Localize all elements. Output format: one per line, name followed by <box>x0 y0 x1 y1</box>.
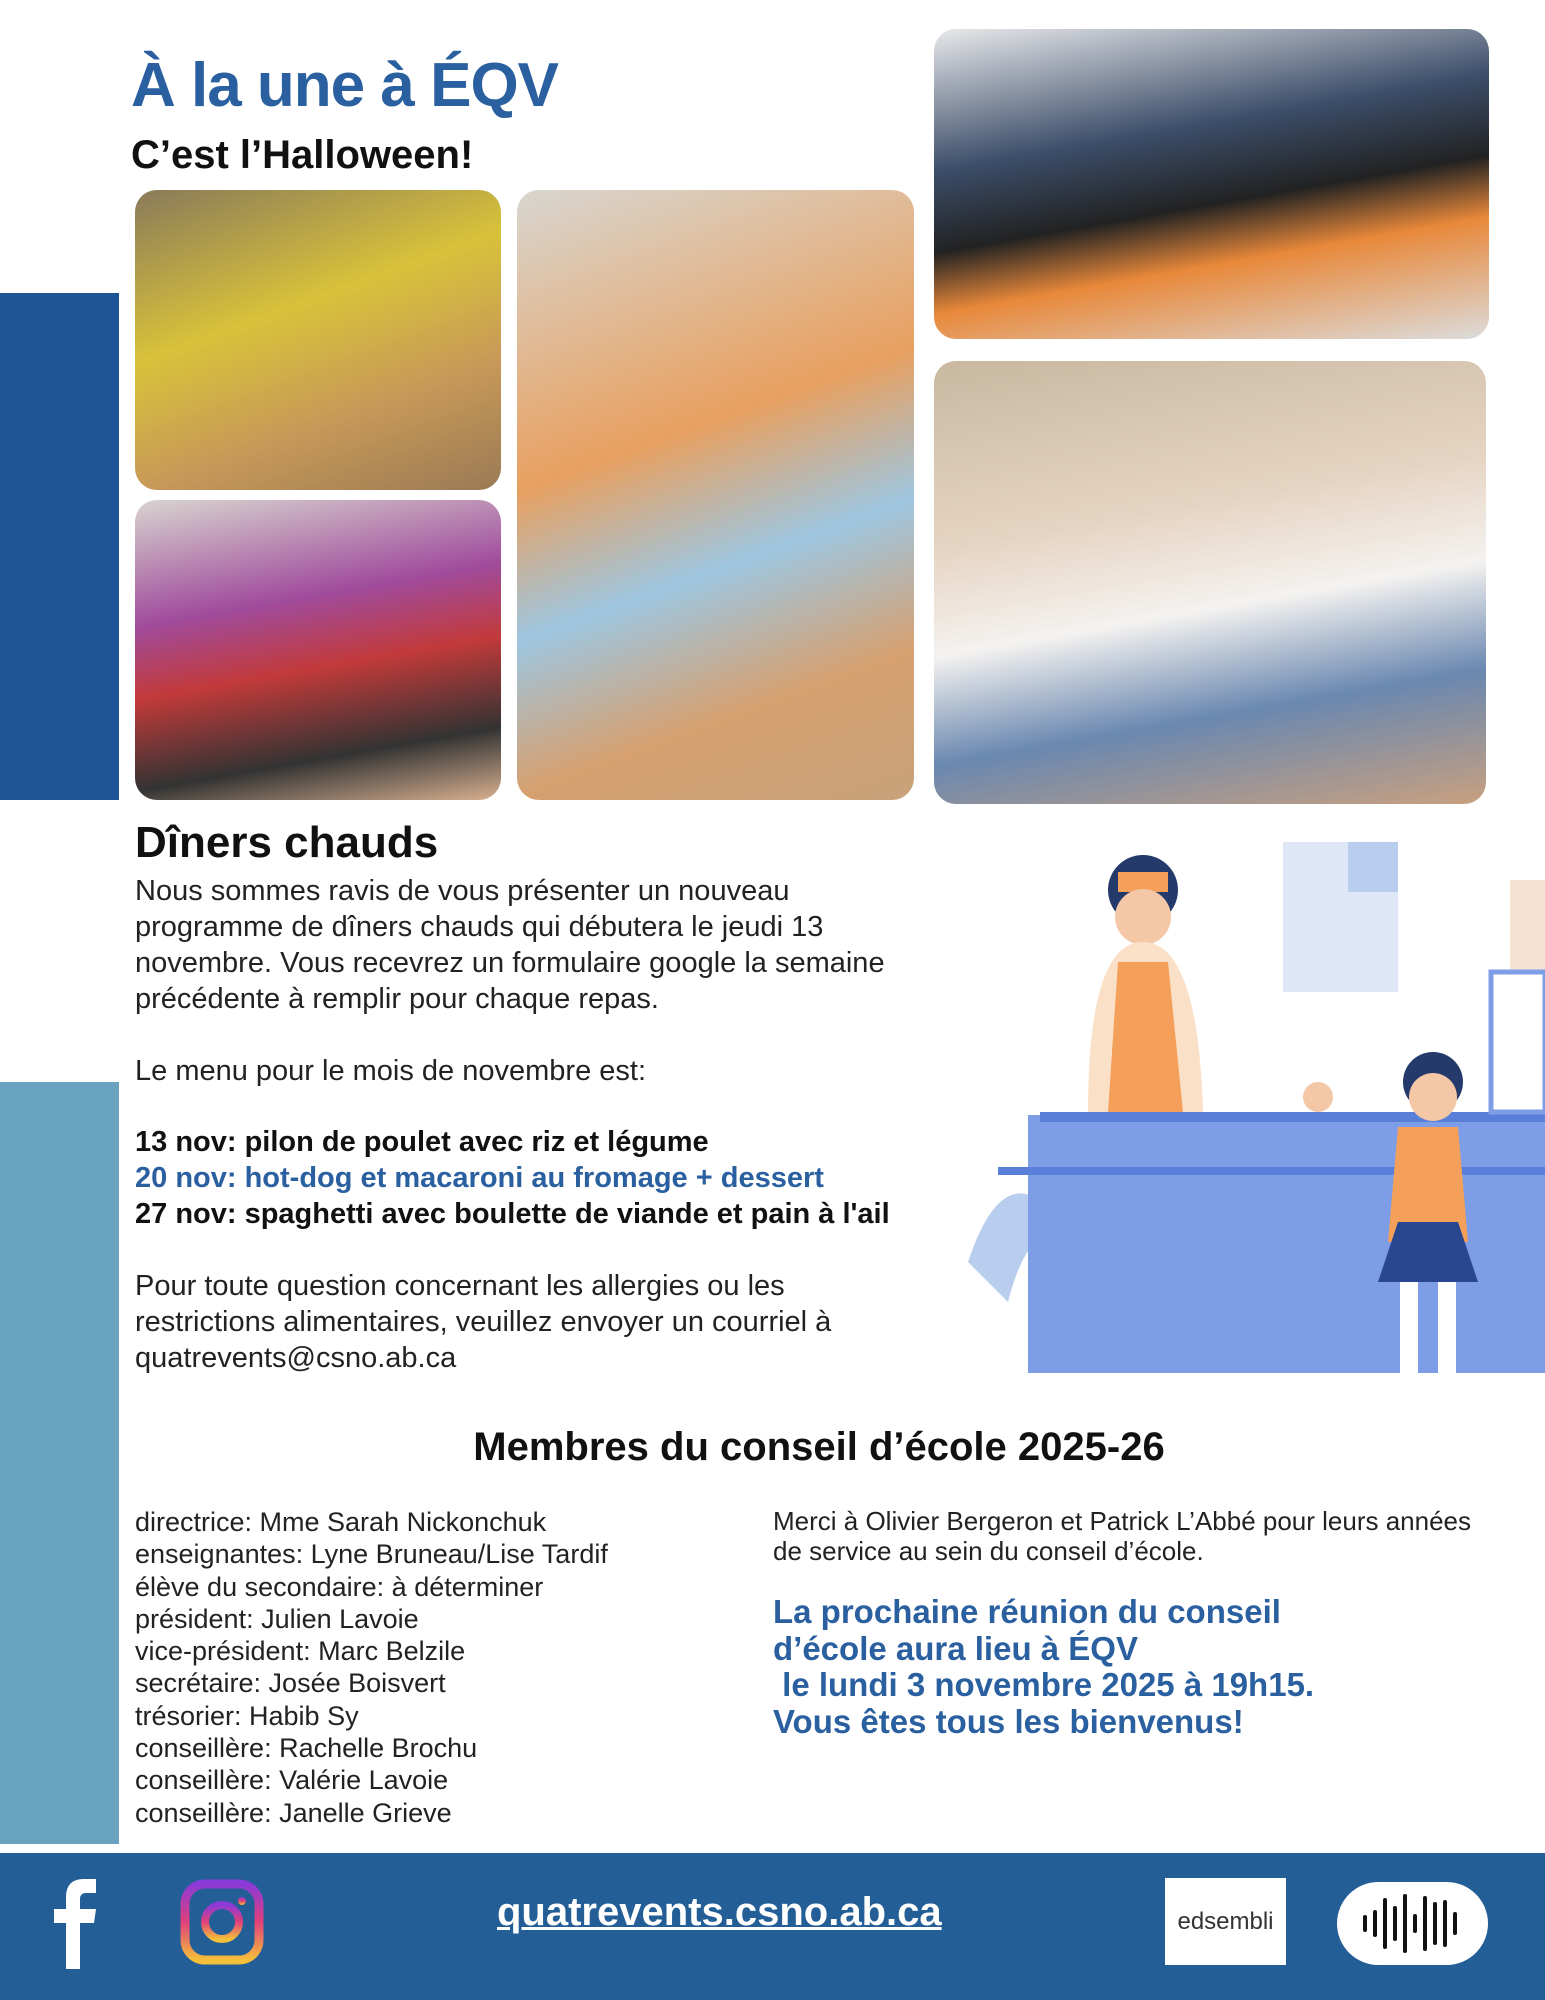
halloween-photo-3 <box>517 190 914 800</box>
member-item: conseillère: Rachelle Brochu <box>135 1733 478 1764</box>
facebook-icon[interactable] <box>52 1877 98 1969</box>
text-line: La prochaine réunion du conseil <box>773 1593 1281 1630</box>
diners-heading: Dîners chauds <box>135 818 439 867</box>
member-item: trésorier: Habib Sy <box>135 1700 359 1731</box>
podcast-icon[interactable] <box>1337 1882 1488 1965</box>
menu-item: 13 nov: pilon de poulet avec riz et légume <box>135 1126 709 1158</box>
member-item: vice-président: Marc Belzile <box>135 1636 466 1667</box>
diners-intro <box>135 873 885 1017</box>
member-item: conseillère: Janelle Grieve <box>135 1797 452 1828</box>
halloween-photo-5 <box>934 361 1486 804</box>
edsembli-logo[interactable]: edsembli <box>1165 1878 1286 1965</box>
text-line: restrictions alimentaires, veuillez envoyer un courriel à <box>135 1306 832 1338</box>
menu-label: Le menu pour le mois de novembre est: <box>135 1055 646 1087</box>
text-line: d’école aura lieu à ÉQV <box>773 1629 1138 1667</box>
member-item: enseignantes: Lyne Bruneau/Lise Tardif <box>135 1539 608 1570</box>
decor-bar-dark <box>0 293 119 800</box>
footer <box>0 1853 1545 2000</box>
text-line: Vous êtes tous les bienvenus! <box>773 1702 1244 1740</box>
text-line: le lundi 3 novembre 2025 à 19h15. <box>773 1666 1315 1703</box>
website-link[interactable]: quatrevents.csno.ab.ca <box>497 1890 942 1934</box>
menu-item: 20 nov: hot-dog et macaroni au fromage + dessert <box>135 1162 824 1194</box>
email-link[interactable]: quatrevents@csno.ab.ca <box>135 1342 457 1374</box>
allergy-note <box>135 1268 831 1376</box>
instagram-icon[interactable] <box>180 1879 264 1965</box>
menu-list <box>135 1124 890 1232</box>
thanks-note: Merci à Olivier Bergeron et Patrick L’Abbé pour leurs années de service au sein du conseil d’école. <box>773 1506 1472 1566</box>
text-line: Pour toute question concernant les allergies ou les <box>135 1270 785 1302</box>
member-item: président: Julien Lavoie <box>135 1603 419 1634</box>
halloween-photo-2 <box>135 500 501 800</box>
council-members-list <box>135 1506 608 1829</box>
council-heading: Membres du conseil d’école 2025-26 <box>473 1425 1165 1469</box>
member-item: élève du secondaire: à déterminer <box>135 1571 544 1602</box>
member-item: directrice: Mme Sarah Nickonchuk <box>135 1507 547 1537</box>
page-title: À la une à ÉQV <box>131 51 559 120</box>
member-item: conseillère: Valérie Lavoie <box>135 1765 449 1796</box>
member-item: secrétaire: Josée Boisvert <box>135 1668 446 1699</box>
meeting-announcement <box>773 1594 1314 1740</box>
text-line: précédente à remplir pour chaque repas. <box>135 983 659 1015</box>
halloween-photo-4 <box>934 29 1489 339</box>
page-subtitle: C’est l’Halloween! <box>131 133 474 177</box>
text-line: Nous sommes ravis de vous présenter un nouveau <box>135 875 790 907</box>
text-line: programme de dîners chauds qui débutera le jeudi 13 <box>135 911 824 943</box>
text-line: novembre. Vous recevrez un formulaire google la semaine <box>135 947 885 979</box>
menu-item: 27 nov: spaghetti avec boulette de viande et pain à l'ail <box>135 1198 890 1230</box>
cafeteria-illustration <box>938 842 1545 1373</box>
halloween-photo-1 <box>135 190 501 490</box>
